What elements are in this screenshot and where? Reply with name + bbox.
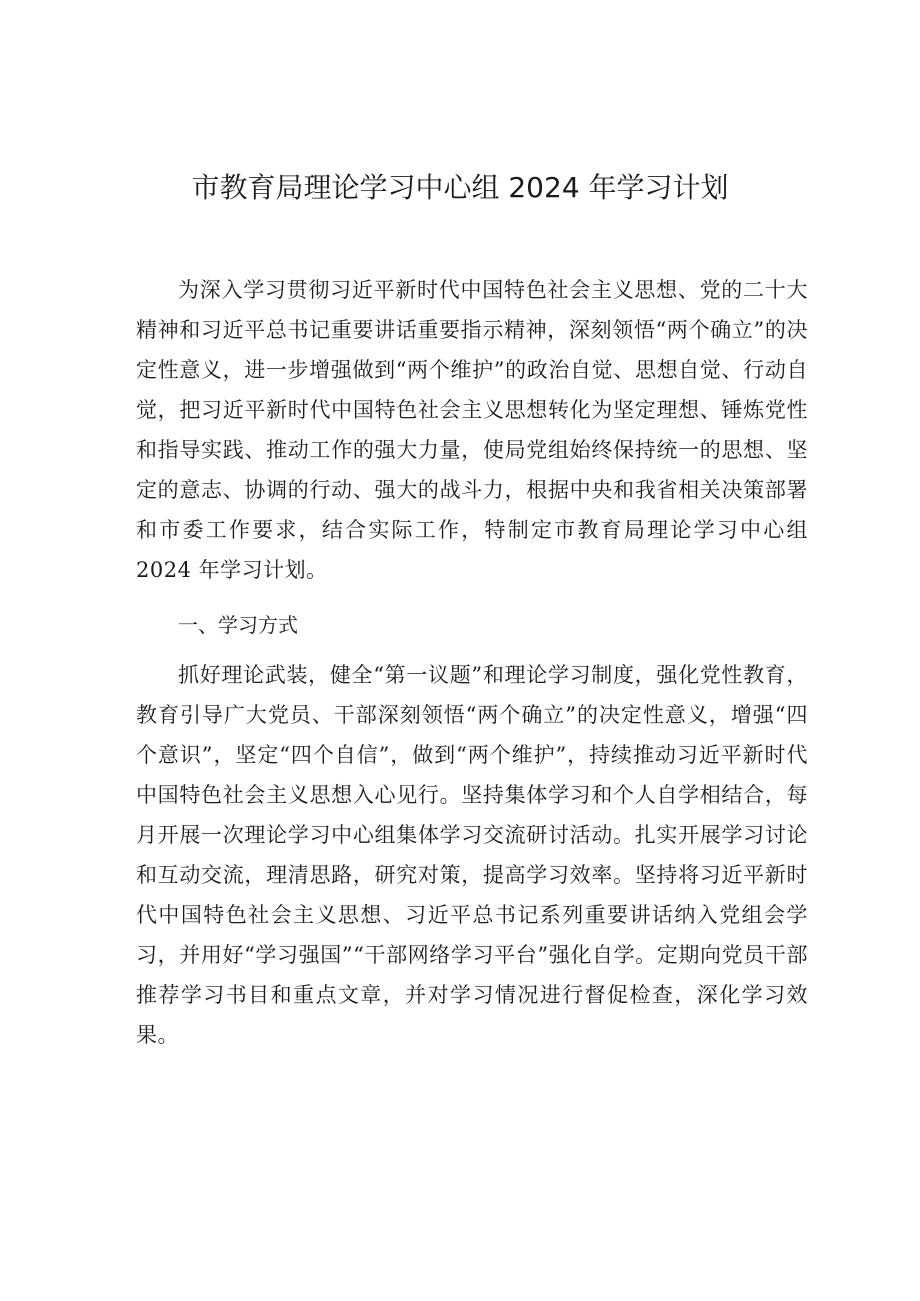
- section-paragraph-study-method: 抓好理论武装，健全“第一议题”和理论学习制度，强化党性教育，教育引导广大党员、干部深刻领悟“两个确立”的决定性意义，增强“四个意识”，坚定“四个自信”，做到“两个维护”，持续推动习近平新时代中国特色社会主义思想入心见行。坚持集体学习和个人自学相结合，每月开展一次理论学习中心组集体学习交流研讨活动。扎实开展学习讨论和互动交流，理清思路，研究对策，提高学习效率。坚持将习近平新时代中国特色社会主义思想、习近平总书记系列重要讲话纳入党组会学习，并用好“学习强国”“干部网络学习平台”强化自学。定期向党员干部推荐学习书目和重点文章，并对学习情况进行督促检查，深化学习效果。: [136, 663, 808, 1047]
- document-title: 市教育局理论学习中心组 2024 年学习计划: [191, 171, 729, 204]
- section-heading-study-method: 一、学习方式: [178, 613, 298, 637]
- intro-paragraph: 为深入学习贯彻习近平新时代中国特色社会主义思想、党的二十大精神和习近平总书记重要讲话重要指示精神，深刻领悟“两个确立”的决定性意义，进一步增强做到“两个维护”的政治自觉、思想自觉、行动自觉，把习近平新时代中国特色社会主义思想转化为坚定理想、锤炼党性和指导实践、推动工作的强大力量，使局党组始终保持统一的思想、坚定的意志、协调的行动、强大的战斗力，根据中央和我省相关决策部署和市委工作要求，结合实际工作，特制定市教育局理论学习中心组 2024 年学习计划。: [136, 278, 808, 582]
- document-body: [136, 270, 808, 1055]
